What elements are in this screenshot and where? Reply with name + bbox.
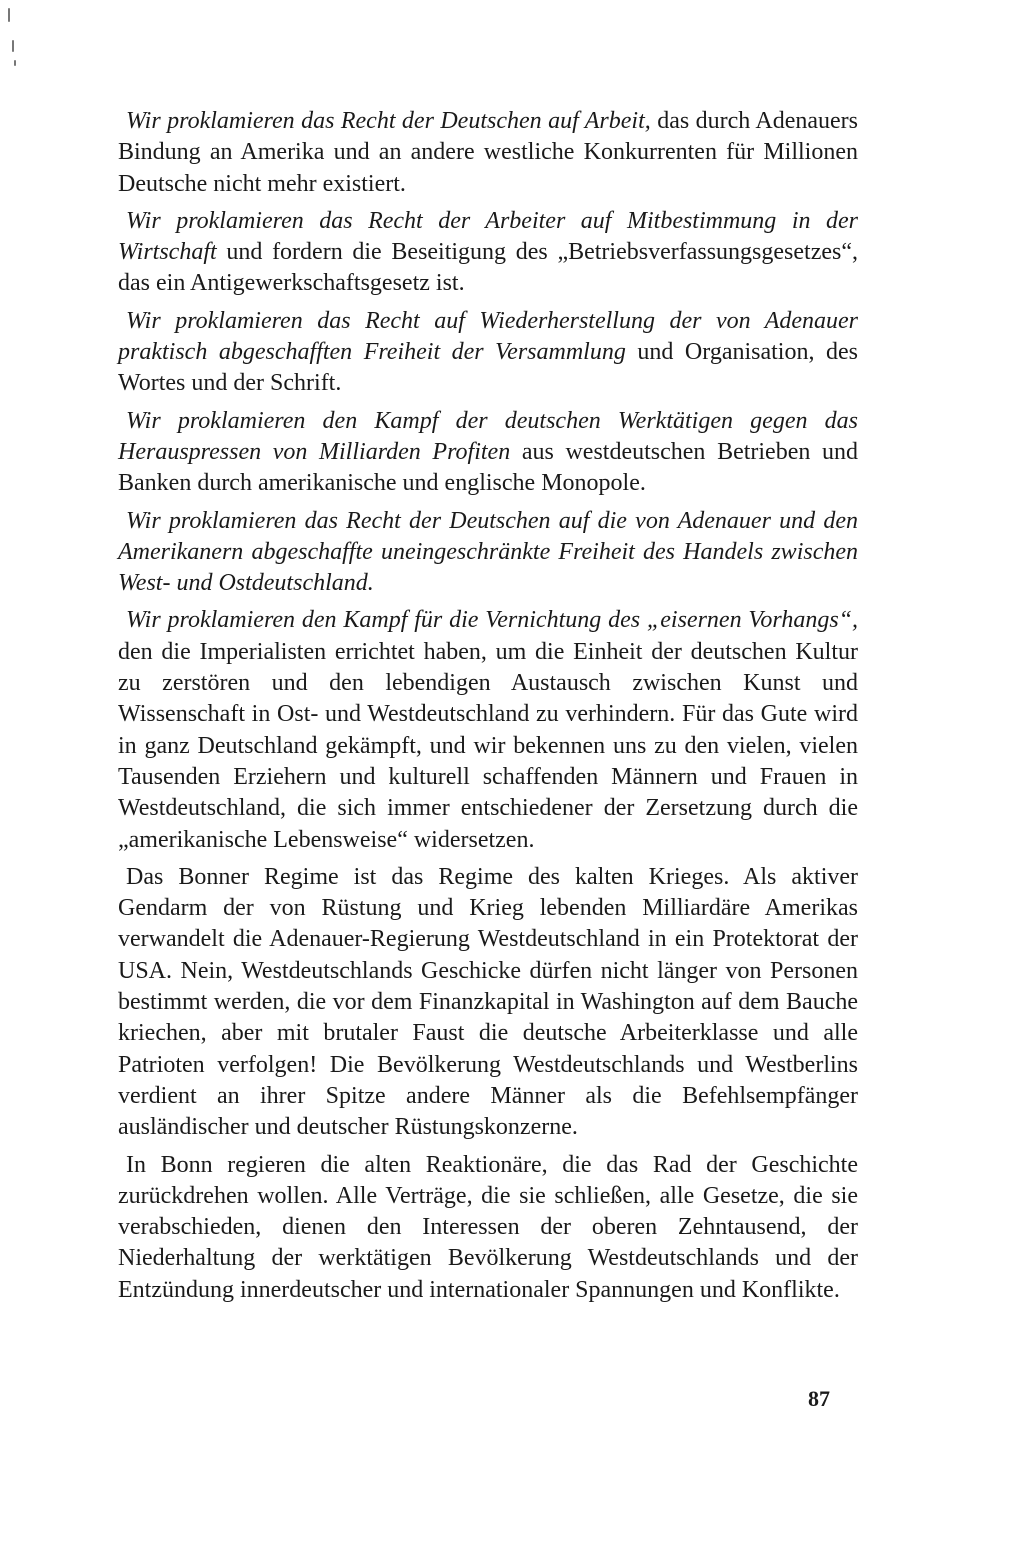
paragraph	[118, 306, 858, 400]
scan-mark	[12, 40, 14, 52]
text-span: Das Bonner Regime ist das Regime des kalten Krieges. Als aktiver Gendarm der von Rüstung und Krieg lebenden Milliardäre Amerikas verwandelt die Adenauer-Regierung Westdeutschland in ein Protektorat der USA. Nein, Westdeutschlands Geschicke dürfen nicht länger von Personen bestimmt werden, die vor dem Finanzkapital in Washington auf dem Bauche kriechen, aber mit brutaler Faust die deutsche Arbeiterklasse und alle Patrioten verfolgen! Die Bevölkerung Westdeutschlands und Westberlins verdient an ihrer Spitze andere Männer als die Befehlsempfänger ausländischer und deutscher Rüstungskonzerne.	[118, 863, 858, 1141]
italic-text-span: Wir proklamieren das Recht der Deutschen auf Arbeit,	[126, 108, 651, 134]
paragraph	[118, 862, 858, 1144]
text-span: den die Imperialisten errichtet haben, um die Einheit der deutschen Kultur zu zerstören und den lebendigen Austausch zwischen Kunst und Wissenschaft in Ost- und Westdeutschland zu verhindern. Für das Gute wird in ganz Deutschland gekämpft, und wir bekennen uns zu den vielen, vielen Tausenden Erziehern und kulturell schaffenden Männern und Frauen in Westdeutschland, die sich immer entschiedener der Zersetzung durch die „amerikanische Lebensweise“ widersetzen.	[118, 638, 858, 853]
italic-text-span: Wir proklamieren das Recht der Deutschen auf die von Adenauer und den Amerikanern abgeschaffte uneingeschränkte Freiheit des Handels zwischen West- und Ostdeutschland.	[118, 507, 858, 597]
paragraph	[118, 605, 858, 855]
italic-text-span: Wir proklamieren den Kampf für die Vernichtung des „eisernen Vorhangs“,	[126, 607, 858, 634]
paragraph	[118, 106, 858, 200]
italic-text-span: Wir proklamieren das Recht auf Wiederherstellung der von Adenauer praktisch abgeschafften Freiheit der Versammlung	[118, 307, 858, 366]
text-span: aus westdeutschen Betrieben und Banken durch amerikanische und englische Monopole.	[118, 438, 858, 497]
page-number: 87	[808, 1386, 830, 1411]
scan-mark	[14, 60, 16, 66]
text-span: In Bonn regieren die alten Reaktionäre, die das Rad der Geschichte zurückdrehen wollen. Alle Verträge, die sie schließen, alle Gesetze, die sie verabschieden, dienen den Interessen der oberen Zehntausend, der Niederhaltung der werktätigen Bevölkerung Westdeutschlands und der Entzündung innerdeutscher und internationaler Spannungen und Konflikte.	[118, 1151, 858, 1303]
text-span: das durch Adenauers Bindung an Amerika und an andere westliche Konkurrenten für Millionen Deutsche nicht mehr existiert.	[118, 108, 858, 197]
text-span: und Organisation, des Wortes und der Schrift.	[118, 339, 859, 397]
text-span: und fordern die Beseitigung des „Betriebsverfassungsgesetzes“, das ein Antigewerkschaftsgesetz ist.	[118, 239, 858, 297]
scan-mark	[8, 8, 10, 22]
paragraph	[118, 206, 858, 300]
italic-text-span: Wir proklamieren den Kampf der deutschen Werktätigen gegen das Herauspressen von Milliarden Profiten	[118, 407, 858, 465]
body-text	[118, 106, 858, 1312]
paragraph	[118, 1150, 858, 1306]
paragraph	[118, 506, 858, 600]
paragraph	[118, 406, 858, 500]
italic-text-span: Wir proklamieren das Recht der Arbeiter auf Mitbestimmung in der Wirtschaft	[118, 207, 858, 266]
